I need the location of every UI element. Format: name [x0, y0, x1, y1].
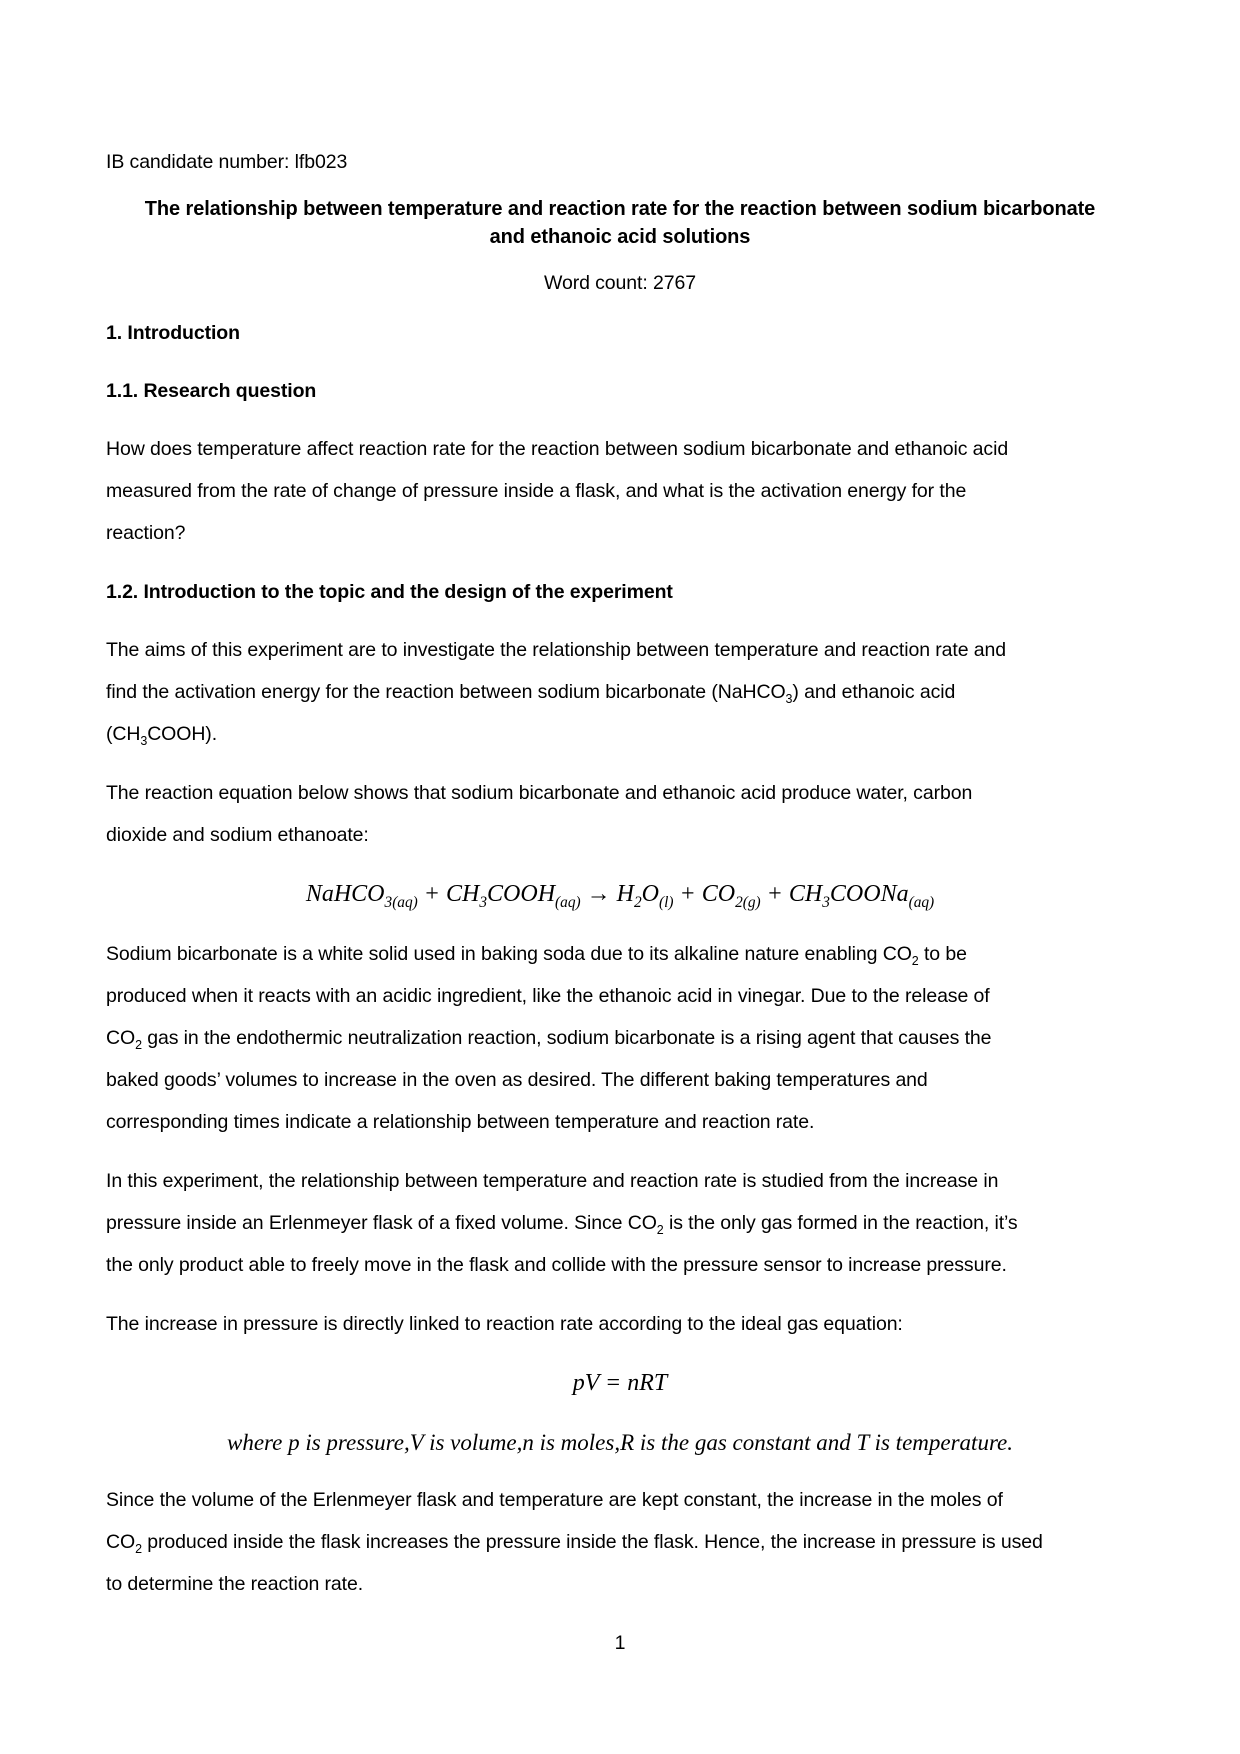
ideal-gas-equation: pV = nRT: [572, 1370, 668, 1396]
paragraph-experiment-pressure: In this experiment, the relationship between temperature and reaction rate is studied from the increase in pressure inside an Erlenmeyer flask of a fixed volume. Since $CO_2$ is the only gas formed in the reaction, it’s the only product able to freely move in the flask and collide with the pressure sensor to increase pressure.: [106, 1170, 1018, 1276]
paragraph-ideal-gas-intro: The increase in pressure is directly linked to reaction rate according to the ideal gas equation:: [106, 1313, 903, 1335]
section-heading-research-question: 1.1. Research question: [106, 380, 317, 402]
paragraph-baking-soda: Sodium bicarbonate is a white solid used in baking soda due to its alkaline nature enabling $CO_2$ to be produced when it reacts with an acidic ingredient, like the ethanoic acid in vinegar. Due to the release of $CO_2$ gas in the endothermic neutralization reaction, sodium bicarbonate is a rising agent that causes the baked goods’ volumes to increase in the oven as desired. The different baking temperatures and corresponding times indicate a relationship between temperature and reaction rate.: [106, 943, 992, 1133]
equation-variables-note: where p is pressure,V is volume,n is moles,R is the gas constant and T is temperature.: [226, 1430, 1013, 1455]
paragraph-reaction-equation-intro: The reaction equation below shows that sodium bicarbonate and ethanoic acid produce water, carbon dioxide and sodium ethanoate:: [106, 782, 973, 846]
chemical-reaction-equation: NaHCO$_{3(aq)}$ + $CH_3COOH_{(aq)} \to H_2O_{(l)} + CO_{2(g)}$ + $CH_3COONa_{(aq)}$: [305, 881, 935, 911]
section-heading-introduction: 1. Introduction: [106, 322, 240, 344]
section-heading-topic-design: 1.2. Introduction to the topic and the design of the experiment: [106, 581, 673, 603]
page-number: 1: [614, 1632, 626, 1654]
paragraph-research-question: How does temperature affect reaction rate for the reaction between sodium bicarbonate and ethanoic acid measured from the rate of change of pressure inside a flask, and what is the activation energy for the reaction?: [106, 438, 1009, 544]
document-content: [106, 141, 1134, 1664]
document-title: The relationship between temperature and reaction rate for the reaction between sodium bicarbonate and ethanoic acid solutions: [144, 198, 1096, 248]
word-count-line: Word count: 2767: [544, 272, 696, 294]
paragraph-aims: The aims of this experiment are to investigate the relationship between temperature and reaction rate and find the activation energy for the reaction between sodium bicarbonate (NaHCO$_3$) and ethanoic acid $(CH_3COOH)$.: [106, 639, 1007, 748]
candidate-number-line: IB candidate number: lfb023: [106, 151, 348, 173]
paragraph-pressure-rate-conclusion: Since the volume of the Erlenmeyer flask and temperature are kept constant, the increase in the moles of $CO_2$ produced inside the flask increases the pressure inside the flask. Hence, the increase in pressure is used to determine the reaction rate.: [106, 1489, 1043, 1595]
